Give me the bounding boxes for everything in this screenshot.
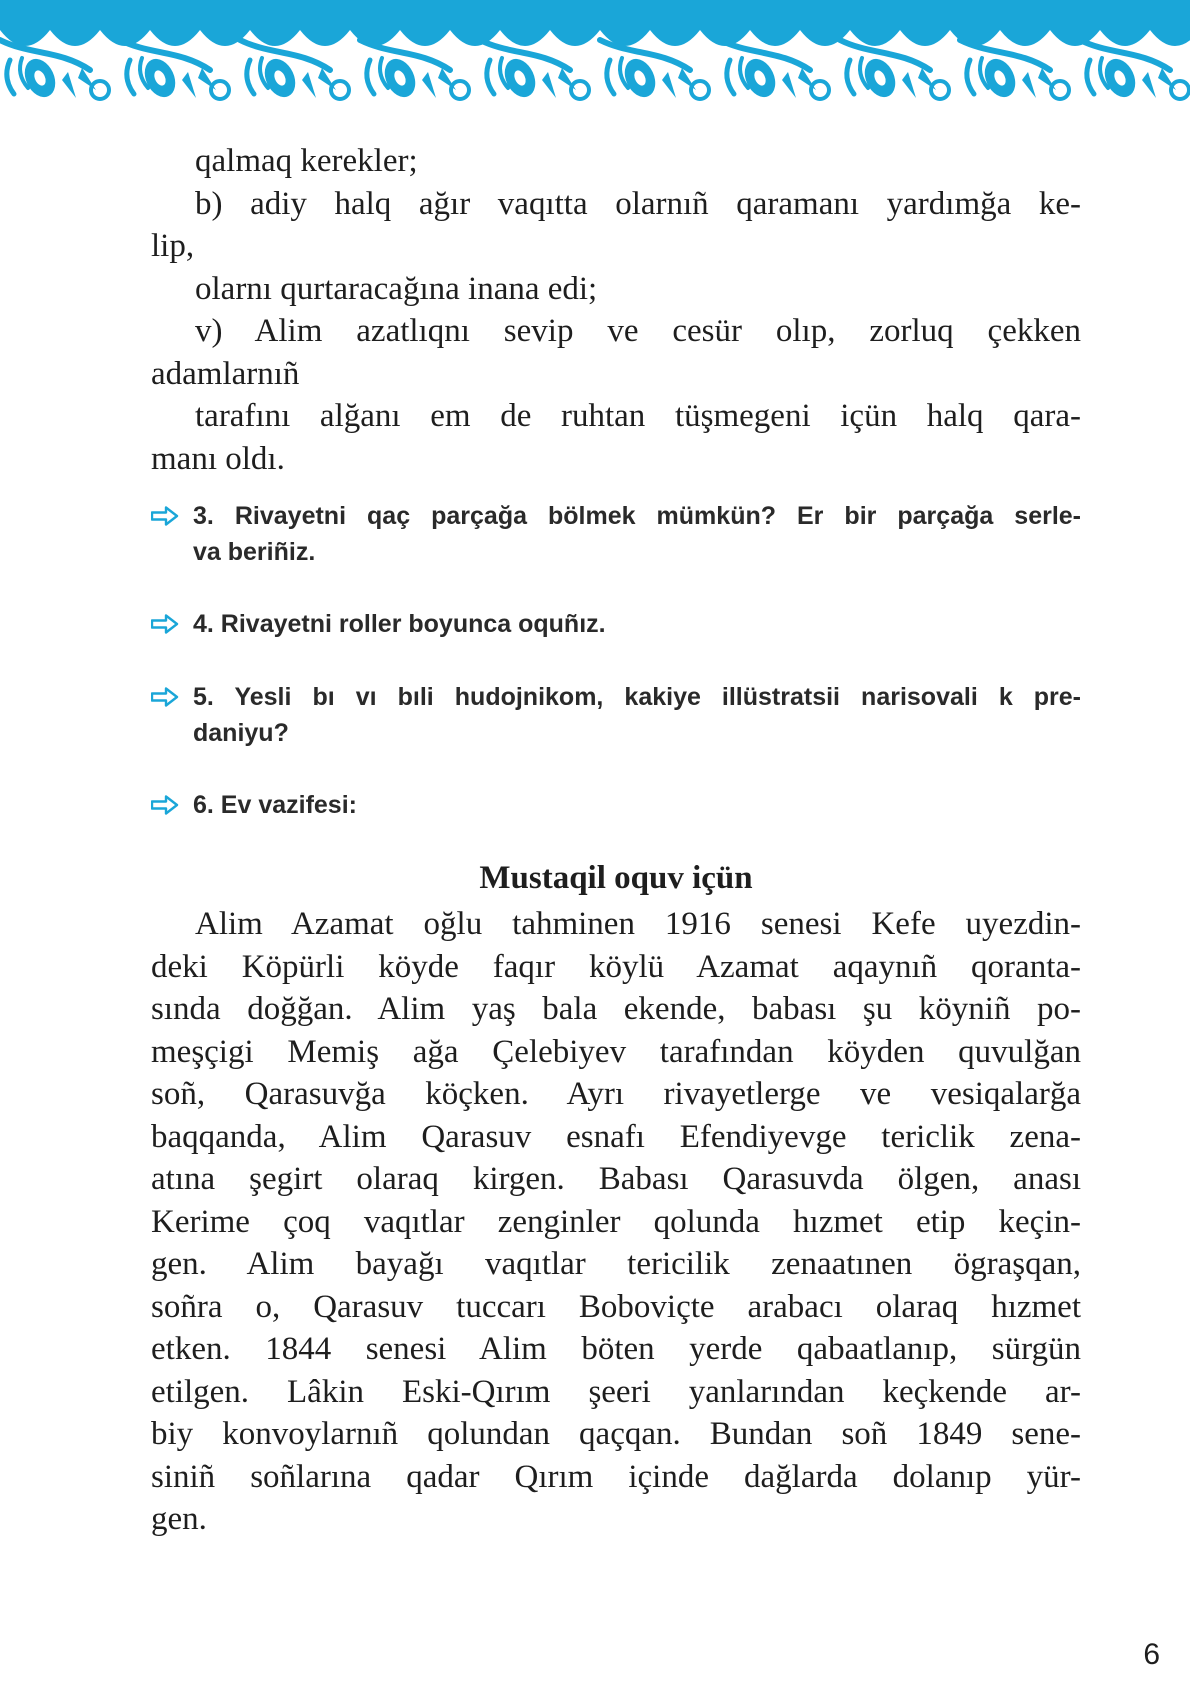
text-line: lip,	[151, 228, 195, 264]
text-line: atına şegirt olaraq kirgen. Babası Qarasuvda ölgen, anası	[151, 1161, 1081, 1197]
arrow-right-icon	[151, 506, 179, 526]
text-line: soñ, Qarasuvğa köçken. Ayrı rivayetlerge ve vesiqalarğa	[151, 1076, 1081, 1112]
text-line: gen. Alim bayağı vaqıtlar tericilik zenaatınen ögraşqan,	[151, 1246, 1081, 1282]
task-line: 4. Rivayetni roller boyunca oquñız.	[193, 610, 606, 638]
text-line: meşçigi Memiş ağa Çelebiyev tarafından köyden quvulğan	[151, 1033, 1081, 1070]
task-4	[151, 606, 1081, 642]
page-content	[151, 140, 1081, 1541]
task-line: 3. Rivayetni qaç parçağa bölmek mümkün? Er bir parçağa serle-	[193, 502, 1081, 530]
arrow-right-icon	[151, 687, 179, 707]
text-line: v) Alim azatlıqnı sevip ve cesür olıp, zorluq çekken	[195, 313, 1081, 349]
arrow-right-icon	[151, 614, 179, 634]
text-line: b) adiy halq ağır vaqıtta olarnıñ qaramanı yardımğa ke-	[195, 185, 1081, 222]
page-number: 6	[1143, 1638, 1160, 1671]
arrow-right-icon	[151, 795, 179, 815]
task-3	[151, 498, 1081, 570]
text-line: qalmaq kerekler;	[195, 143, 418, 179]
text-line: deki Köpürli köyde faqır köylü Azamat aqaynıñ qoranta-	[151, 948, 1081, 985]
text-line: Kerime çoq vaqıtlar zenginler qolunda hızmet etip keçin-	[151, 1203, 1081, 1240]
text-line: biy konvoylarnıñ qolundan qaçqan. Bundan soñ 1849 sene-	[151, 1416, 1081, 1452]
task-6	[151, 787, 1081, 823]
text-line: baqqanda, Alim Qarasuv esnafı Efendiyevge tericlik zena-	[151, 1118, 1081, 1155]
task-line: daniyu?	[193, 719, 289, 747]
text-line: etilgen. Lâkin Eski-Qırım şeeri yanlarından keçkende ar-	[151, 1373, 1081, 1410]
section-body-text	[151, 903, 1081, 1541]
text-line: tarafını alğanı em de ruhtan tüşmegeni içün halq qara-	[195, 398, 1081, 434]
task-line: 6. Ev vazifesi:	[193, 791, 357, 819]
text-line: olarnı qurtaracağına inana edi;	[195, 270, 598, 307]
text-line: siniñ soñlarına qadar Qırım içinde dağlarda dolanıp yür-	[151, 1458, 1081, 1495]
floral-ornament-border	[0, 0, 1190, 112]
text-line: etken. 1844 senesi Alim böten yerde qabaatlanıp, sürgün	[151, 1331, 1081, 1367]
task-line: 5. Yesli bı vı bıli hudojnikom, kakiye illüstratsii narisovali k pre-	[193, 683, 1081, 711]
text-line: gen.	[151, 1501, 207, 1537]
continued-answer-text	[151, 140, 1081, 480]
text-line: soñra o, Qarasuv tuccarı Boboviçte arabacı olaraq hızmet	[151, 1288, 1081, 1325]
text-line: manı oldı.	[151, 440, 285, 477]
section-title: Mustaqil oquv içün	[479, 860, 753, 896]
text-line: Alim Azamat oğlu tahminen 1916 senesi Kefe uyezdin-	[195, 906, 1081, 942]
text-line: sında doğğan. Alim yaş bala ekende, babası şu köyniñ po-	[151, 991, 1081, 1027]
text-line: adamlarnıñ	[151, 355, 300, 392]
task-line: va beriñiz.	[193, 538, 316, 566]
task-5	[151, 679, 1081, 751]
